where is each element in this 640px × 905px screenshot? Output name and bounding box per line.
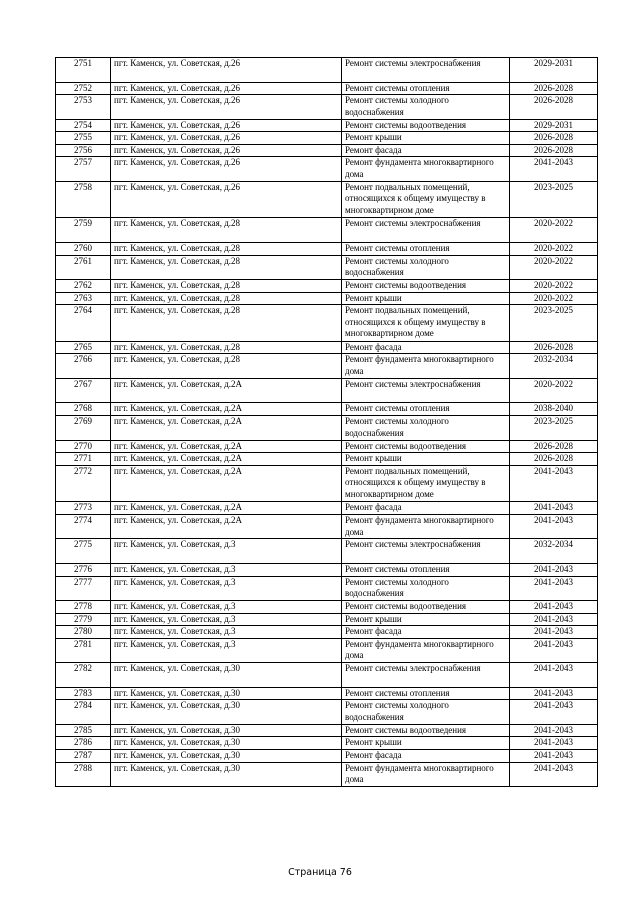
row-address: пгт. Каменск, ул. Советская, д.30 (111, 737, 342, 750)
row-work-type: Ремонт фасада (342, 502, 510, 515)
table-body (56, 58, 598, 787)
row-work-type: Ремонт системы водоотведения (342, 440, 510, 453)
row-period: 2038-2040 (510, 403, 598, 416)
row-work-type: Ремонт подвальных помещений, относящихся к общему имуществу в многоквартирном доме (342, 181, 510, 218)
row-address: пгт. Каменск, ул. Советская, д.28 (111, 354, 342, 379)
table-row (56, 354, 598, 379)
table-row (56, 378, 598, 403)
table-row (56, 242, 598, 255)
table-row (56, 305, 598, 342)
row-address: пгт. Каменск, ул. Советская, д.3 (111, 613, 342, 626)
row-address: пгт. Каменск, ул. Советская, д.2А (111, 378, 342, 403)
row-work-type: Ремонт фундамента многоквартирного дома (342, 157, 510, 182)
row-work-type: Ремонт системы отопления (342, 563, 510, 576)
row-period: 2026-2028 (510, 144, 598, 157)
row-period: 2041-2043 (510, 563, 598, 576)
row-period: 2020-2022 (510, 255, 598, 280)
row-number: 2782 (56, 663, 111, 688)
row-number: 2756 (56, 144, 111, 157)
row-number: 2777 (56, 576, 111, 601)
row-number: 2766 (56, 354, 111, 379)
table-row (56, 502, 598, 515)
row-address: пгт. Каменск, ул. Советская, д.3 (111, 539, 342, 564)
row-address: пгт. Каменск, ул. Советская, д.28 (111, 305, 342, 342)
row-number: 2775 (56, 539, 111, 564)
row-period: 2041-2043 (510, 687, 598, 700)
row-address: пгт. Каменск, ул. Советская, д.28 (111, 255, 342, 280)
row-number: 2762 (56, 280, 111, 293)
table-row (56, 613, 598, 626)
table-row (56, 280, 598, 293)
row-address: пгт. Каменск, ул. Советская, д.2А (111, 502, 342, 515)
row-address: пгт. Каменск, ул. Советская, д.28 (111, 242, 342, 255)
row-work-type: Ремонт системы холодного водоснабжения (342, 255, 510, 280)
table-row (56, 638, 598, 663)
row-period: 2041-2043 (510, 638, 598, 663)
row-work-type: Ремонт системы водоотведения (342, 280, 510, 293)
table-row (56, 687, 598, 700)
row-period: 2026-2028 (510, 341, 598, 354)
row-period: 2020-2022 (510, 218, 598, 243)
row-work-type: Ремонт подвальных помещений, относящихся к общему имуществу в многоквартирном доме (342, 305, 510, 342)
row-work-type: Ремонт системы водоотведения (342, 601, 510, 614)
row-period: 2032-2034 (510, 539, 598, 564)
row-address: пгт. Каменск, ул. Советская, д.26 (111, 144, 342, 157)
row-period: 2023-2025 (510, 416, 598, 441)
table-row (56, 144, 598, 157)
row-period: 2041-2043 (510, 514, 598, 539)
table-row (56, 465, 598, 502)
row-period: 2020-2022 (510, 378, 598, 403)
row-work-type: Ремонт системы холодного водоснабжения (342, 700, 510, 725)
row-period: 2026-2028 (510, 82, 598, 95)
row-work-type: Ремонт системы холодного водоснабжения (342, 576, 510, 601)
row-number: 2772 (56, 465, 111, 502)
row-work-type: Ремонт системы электроснабжения (342, 539, 510, 564)
table-row (56, 181, 598, 218)
row-period: 2026-2028 (510, 132, 598, 145)
row-work-type: Ремонт крыши (342, 132, 510, 145)
row-period: 2029-2031 (510, 119, 598, 132)
row-number: 2778 (56, 601, 111, 614)
row-period: 2023-2025 (510, 305, 598, 342)
page-number: Страница 76 (288, 867, 352, 878)
row-number: 2771 (56, 453, 111, 466)
row-address: пгт. Каменск, ул. Советская, д.2А (111, 403, 342, 416)
row-work-type: Ремонт системы холодного водоснабжения (342, 95, 510, 120)
row-number: 2786 (56, 737, 111, 750)
row-number: 2759 (56, 218, 111, 243)
row-number: 2780 (56, 626, 111, 639)
table-row (56, 82, 598, 95)
row-work-type: Ремонт фундамента многоквартирного дома (342, 638, 510, 663)
row-period: 2041-2043 (510, 750, 598, 763)
row-number: 2763 (56, 292, 111, 305)
row-number: 2773 (56, 502, 111, 515)
row-work-type: Ремонт системы отопления (342, 242, 510, 255)
row-number: 2757 (56, 157, 111, 182)
row-number: 2760 (56, 242, 111, 255)
row-period: 2041-2043 (510, 626, 598, 639)
row-address: пгт. Каменск, ул. Советская, д.30 (111, 663, 342, 688)
table-row (56, 403, 598, 416)
table-row (56, 292, 598, 305)
table-row (56, 576, 598, 601)
row-work-type: Ремонт крыши (342, 613, 510, 626)
row-work-type: Ремонт фундамента многоквартирного дома (342, 514, 510, 539)
row-period: 2041-2043 (510, 762, 598, 787)
row-work-type: Ремонт фасада (342, 144, 510, 157)
row-address: пгт. Каменск, ул. Советская, д.26 (111, 82, 342, 95)
row-number: 2781 (56, 638, 111, 663)
row-address: пгт. Каменск, ул. Советская, д.3 (111, 638, 342, 663)
row-number: 2776 (56, 563, 111, 576)
table-row (56, 255, 598, 280)
row-period: 2041-2043 (510, 663, 598, 688)
row-address: пгт. Каменск, ул. Советская, д.3 (111, 601, 342, 614)
row-period: 2041-2043 (510, 737, 598, 750)
row-address: пгт. Каменск, ул. Советская, д.28 (111, 292, 342, 305)
row-address: пгт. Каменск, ул. Советская, д.26 (111, 95, 342, 120)
table-row (56, 724, 598, 737)
table-row (56, 453, 598, 466)
row-address: пгт. Каменск, ул. Советская, д.28 (111, 218, 342, 243)
row-address: пгт. Каменск, ул. Советская, д.30 (111, 700, 342, 725)
row-address: пгт. Каменск, ул. Советская, д.2А (111, 416, 342, 441)
row-address: пгт. Каменск, ул. Советская, д.3 (111, 563, 342, 576)
table-row (56, 440, 598, 453)
row-period: 2026-2028 (510, 95, 598, 120)
row-period: 2023-2025 (510, 181, 598, 218)
table-row (56, 416, 598, 441)
row-address: пгт. Каменск, ул. Советская, д.30 (111, 762, 342, 787)
table-row (56, 58, 598, 83)
row-work-type: Ремонт системы отопления (342, 82, 510, 95)
row-work-type: Ремонт фундамента многоквартирного дома (342, 762, 510, 787)
row-number: 2768 (56, 403, 111, 416)
table-row (56, 700, 598, 725)
row-address: пгт. Каменск, ул. Советская, д.26 (111, 157, 342, 182)
row-work-type: Ремонт системы водоотведения (342, 724, 510, 737)
row-number: 2753 (56, 95, 111, 120)
row-address: пгт. Каменск, ул. Советская, д.28 (111, 341, 342, 354)
table-row (56, 95, 598, 120)
row-address: пгт. Каменск, ул. Советская, д.26 (111, 119, 342, 132)
row-period: 2041-2043 (510, 157, 598, 182)
table-row (56, 514, 598, 539)
table-row (56, 750, 598, 763)
row-number: 2787 (56, 750, 111, 763)
row-address: пгт. Каменск, ул. Советская, д.2А (111, 440, 342, 453)
row-work-type: Ремонт системы электроснабжения (342, 663, 510, 688)
row-address: пгт. Каменск, ул. Советская, д.26 (111, 58, 342, 83)
row-number: 2755 (56, 132, 111, 145)
row-work-type: Ремонт системы водоотведения (342, 119, 510, 132)
table-row (56, 663, 598, 688)
row-number: 2764 (56, 305, 111, 342)
row-address: пгт. Каменск, ул. Советская, д.2А (111, 514, 342, 539)
row-work-type: Ремонт системы холодного водоснабжения (342, 416, 510, 441)
table-row (56, 601, 598, 614)
row-work-type: Ремонт системы отопления (342, 403, 510, 416)
row-work-type: Ремонт системы отопления (342, 687, 510, 700)
row-work-type: Ремонт фасада (342, 750, 510, 763)
row-period: 2041-2043 (510, 576, 598, 601)
row-number: 2758 (56, 181, 111, 218)
row-number: 2765 (56, 341, 111, 354)
capital-repair-table (55, 57, 598, 787)
row-address: пгт. Каменск, ул. Советская, д.3 (111, 576, 342, 601)
row-period: 2041-2043 (510, 700, 598, 725)
row-work-type: Ремонт крыши (342, 453, 510, 466)
row-work-type: Ремонт системы электроснабжения (342, 218, 510, 243)
row-number: 2752 (56, 82, 111, 95)
row-address: пгт. Каменск, ул. Советская, д.30 (111, 750, 342, 763)
row-period: 2029-2031 (510, 58, 598, 83)
row-number: 2767 (56, 378, 111, 403)
row-work-type: Ремонт крыши (342, 292, 510, 305)
row-address: пгт. Каменск, ул. Советская, д.3 (111, 626, 342, 639)
row-number: 2783 (56, 687, 111, 700)
row-work-type: Ремонт подвальных помещений, относящихся к общему имуществу в многоквартирном доме (342, 465, 510, 502)
table-row (56, 539, 598, 564)
row-number: 2754 (56, 119, 111, 132)
row-work-type: Ремонт системы электроснабжения (342, 58, 510, 83)
page-footer (0, 867, 640, 878)
row-address: пгт. Каменск, ул. Советская, д.2А (111, 465, 342, 502)
row-period: 2020-2022 (510, 280, 598, 293)
row-period: 2026-2028 (510, 453, 598, 466)
table-row (56, 762, 598, 787)
row-period: 2041-2043 (510, 465, 598, 502)
row-address: пгт. Каменск, ул. Советская, д.26 (111, 181, 342, 218)
row-number: 2751 (56, 58, 111, 83)
row-address: пгт. Каменск, ул. Советская, д.28 (111, 280, 342, 293)
row-work-type: Ремонт фасада (342, 626, 510, 639)
row-number: 2769 (56, 416, 111, 441)
row-period: 2032-2034 (510, 354, 598, 379)
row-period: 2020-2022 (510, 242, 598, 255)
row-period: 2041-2043 (510, 601, 598, 614)
row-work-type: Ремонт крыши (342, 737, 510, 750)
row-period: 2041-2043 (510, 724, 598, 737)
row-number: 2779 (56, 613, 111, 626)
table-row (56, 341, 598, 354)
row-number: 2788 (56, 762, 111, 787)
table-row (56, 626, 598, 639)
row-work-type: Ремонт фасада (342, 341, 510, 354)
row-number: 2761 (56, 255, 111, 280)
row-number: 2784 (56, 700, 111, 725)
table-row (56, 119, 598, 132)
table-row (56, 563, 598, 576)
row-address: пгт. Каменск, ул. Советская, д.26 (111, 132, 342, 145)
row-number: 2770 (56, 440, 111, 453)
row-address: пгт. Каменск, ул. Советская, д.30 (111, 724, 342, 737)
row-work-type: Ремонт фундамента многоквартирного дома (342, 354, 510, 379)
table-row (56, 737, 598, 750)
row-number: 2774 (56, 514, 111, 539)
table-row (56, 132, 598, 145)
row-period: 2041-2043 (510, 502, 598, 515)
row-period: 2041-2043 (510, 613, 598, 626)
row-work-type: Ремонт системы электроснабжения (342, 378, 510, 403)
table-row (56, 157, 598, 182)
row-address: пгт. Каменск, ул. Советская, д.2А (111, 453, 342, 466)
row-period: 2020-2022 (510, 292, 598, 305)
row-number: 2785 (56, 724, 111, 737)
row-address: пгт. Каменск, ул. Советская, д.30 (111, 687, 342, 700)
row-period: 2026-2028 (510, 440, 598, 453)
table-row (56, 218, 598, 243)
